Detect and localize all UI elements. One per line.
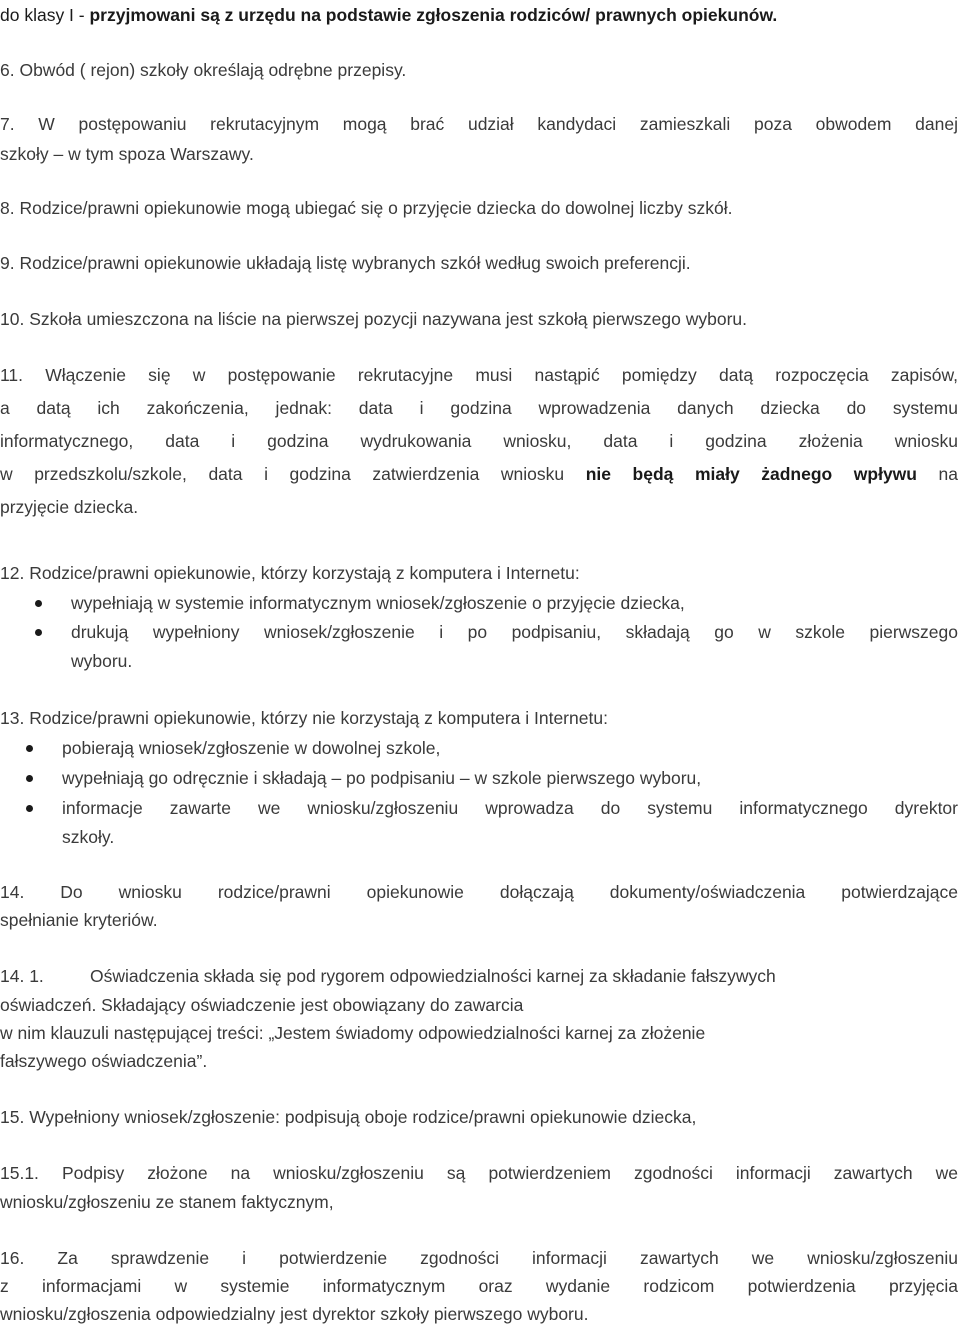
item-13: 13. Rodzice/prawni opiekunowie, którzy nie korzystają z komputera i Internetu: xyxy=(0,708,608,728)
item-12-bullet-2-line-1: drukują wypełniony wniosek/zgłoszenie i po podpisaniu, składają go w szkole pierwszego xyxy=(71,622,958,642)
item-7-line-2: szkoły – w tym spoza Warszawy. xyxy=(0,144,254,164)
item-11-line-4-end: na xyxy=(916,464,958,484)
item-10: 10. Szkoła umieszczona na liście na pierwszej pozycji nazywana jest szkołą pierwszego wyboru. xyxy=(0,309,748,329)
item-16-line-3: wniosku/zgłoszenia odpowiedzialny jest dyrektor szkoły pierwszego wyboru. xyxy=(0,1304,589,1324)
item-11-line-4-text: w przedszkolu/szkole, data i godzina zatwierdzenia wniosku xyxy=(0,464,586,484)
bullet-icon xyxy=(35,600,42,607)
item-14-1-number: 14. 1. xyxy=(0,966,44,986)
item-12: 12. Rodzice/prawni opiekunowie, którzy korzystają z komputera i Internetu: xyxy=(0,563,580,583)
item-14-1-line-2: oświadczeń. Składający oświadczenie jest obowiązany do zawarcia xyxy=(0,995,524,1015)
item-11-line-1: 11. Włączenie się w postępowanie rekrutacyjne musi nastąpić pomiędzy datą rozpoczęcia zapisów, xyxy=(0,365,958,385)
item-11-emphasis: nie będą miały żadnego wpływu xyxy=(585,464,917,484)
item-11-line-5: przyjęcie dziecka. xyxy=(0,497,139,517)
item-15-1-line-1: 15.1. Podpisy złożone na wniosku/zgłoszeniu są potwierdzeniem zgodności informacji zawartych we xyxy=(0,1163,958,1183)
item-8: 8. Rodzice/prawni opiekunowie mogą ubiegać się o przyjęcie dziecka do dowolnej liczby szkół. xyxy=(0,198,733,218)
item-7-line-1: 7. W postępowaniu rekrutacyjnym mogą brać udział kandydaci zamieszkali poza obwodem danej xyxy=(0,114,958,134)
intro-line xyxy=(0,3,777,27)
item-11-line-4 xyxy=(0,462,958,486)
item-14-1-line-1: Oświadczenia składa się pod rygorem odpowiedzialności karnej za składanie fałszywych xyxy=(90,966,776,986)
item-14-line-1: 14. Do wniosku rodzice/prawni opiekunowie dołączają dokumenty/oświadczenia potwierdzające xyxy=(0,882,958,902)
item-12-bullet-1: wypełniają w systemie informatycznym wniosek/zgłoszenie o przyjęcie dziecka, xyxy=(71,593,685,613)
item-13-bullet-3-line-1: informacje zawarte we wniosku/zgłoszeniu wprowadza do systemu informatycznego dyrektor xyxy=(62,798,958,818)
item-14-line-2: spełnianie kryteriów. xyxy=(0,910,158,930)
bullet-icon xyxy=(35,629,42,636)
item-11-line-2: a datą ich zakończenia, jednak: data i godzina wprowadzenia danych dziecka do systemu xyxy=(0,398,958,418)
bullet-icon xyxy=(26,775,33,782)
item-14-1-line-4: fałszywego oświadczenia”. xyxy=(0,1051,208,1071)
item-14-1-line-3: w nim klauzuli następującej treści: „Jestem świadomy odpowiedzialności karnej za złożenie xyxy=(0,1023,706,1043)
bullet-icon xyxy=(26,745,33,752)
item-9: 9. Rodzice/prawni opiekunowie układają listę wybranych szkół według swoich preferencji. xyxy=(0,253,691,273)
item-11-line-3: informatycznego, data i godzina wydrukowania wniosku, data i godzina złożenia wniosku xyxy=(0,431,958,451)
item-15-1-line-2: wniosku/zgłoszeniu ze stanem faktycznym, xyxy=(0,1192,334,1212)
item-13-bullet-2: wypełniają go odręcznie i składają – po podpisaniu – w szkole pierwszego wyboru, xyxy=(62,768,702,788)
item-15: 15. Wypełniony wniosek/zgłoszenie: podpisują oboje rodzice/prawni opiekunowie dziecka, xyxy=(0,1107,697,1127)
bullet-icon xyxy=(26,805,33,812)
item-6: 6. Obwód ( rejon) szkoły określają odrębne przepisy. xyxy=(0,60,407,80)
item-12-bullet-2-line-2: wyboru. xyxy=(71,651,133,671)
intro-text: do klasy I - xyxy=(0,5,90,25)
item-16-line-2: z informacjami w systemie informatycznym oraz wydanie rodzicom potwierdzenia przyjęcia xyxy=(0,1276,958,1296)
intro-bold-text: przyjmowani są z urzędu na podstawie zgłoszenia rodziców/ prawnych opiekunów. xyxy=(89,5,778,25)
item-13-bullet-3-line-2: szkoły. xyxy=(62,827,115,847)
item-16-line-1: 16. Za sprawdzenie i potwierdzenie zgodności informacji zawartych we wniosku/zgłoszeniu xyxy=(0,1248,958,1268)
item-13-bullet-1: pobierają wniosek/zgłoszenie w dowolnej szkole, xyxy=(62,738,441,758)
